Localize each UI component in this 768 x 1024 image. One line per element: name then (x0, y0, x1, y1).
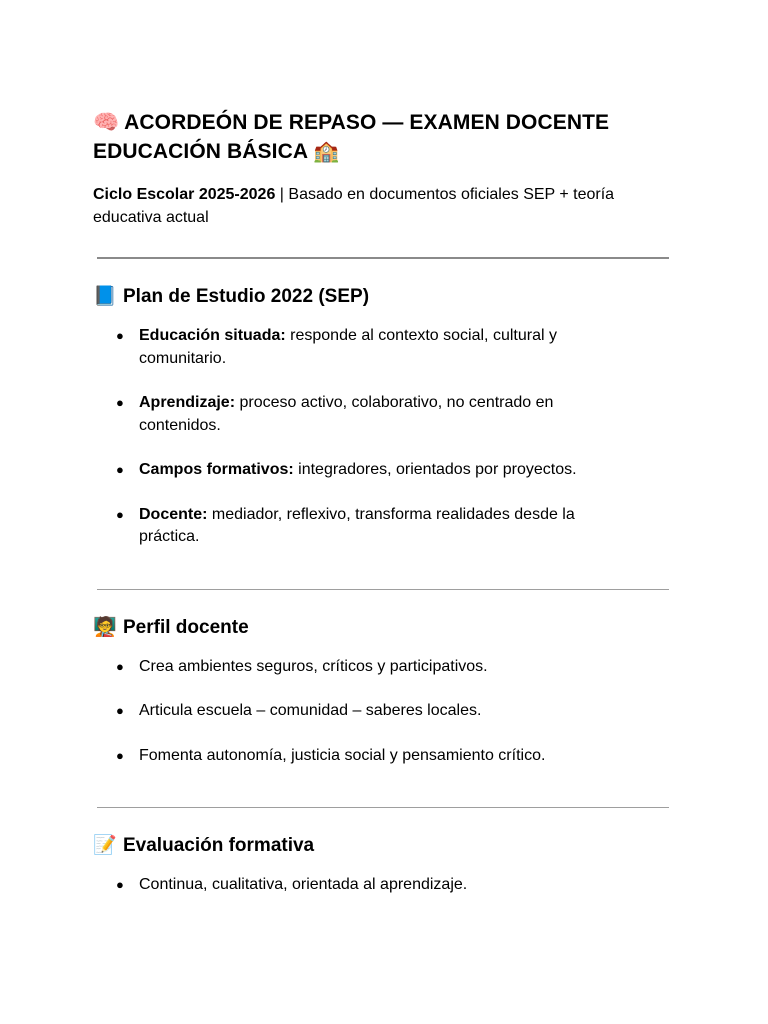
bullet-icon: ● (116, 462, 124, 477)
list-item (93, 325, 639, 370)
bullet-icon: ● (116, 747, 124, 763)
blue-book-icon: 📘 (93, 285, 117, 307)
section-list-perfil-docente (93, 656, 672, 768)
document-title (93, 108, 672, 166)
list-item-text: Articula escuela – comunidad – saberes locales. (139, 702, 482, 719)
brain-icon: 🧠 (93, 110, 120, 134)
section-list-evaluacion-formativa (93, 874, 672, 897)
bullet-icon: ● (116, 395, 124, 410)
bullet-icon: ● (116, 658, 124, 674)
bullet-icon: ● (116, 703, 124, 718)
school-cycle: Ciclo Escolar 2025-2026 (93, 186, 276, 203)
memo-icon: 📝 (93, 834, 117, 856)
list-item-text: responde al contexto social, cultural y comunitario. (139, 327, 557, 367)
bullet-icon: ● (116, 506, 124, 522)
list-item-text: mediador, reflexivo, transforma realidades desde la práctica. (139, 505, 575, 545)
list-item-text: proceso activo, colaborativo, no centrado en contenidos. (139, 394, 554, 434)
section-title-text: Evaluación formativa (123, 835, 315, 856)
school-icon: 🏫 (313, 139, 340, 163)
list-item-text: Crea ambientes seguros, críticos y participativos. (139, 657, 488, 675)
section-title-perfil-docente (93, 614, 672, 641)
section-title-text: Perfil docente (123, 616, 249, 638)
list-item (93, 656, 639, 679)
list-item (93, 700, 639, 723)
list-item-term: Aprendizaje: (139, 394, 236, 411)
divider (97, 589, 669, 590)
list-item-term: Educación situada: (139, 327, 286, 344)
document-title-text: ACORDEÓN DE REPASO — EXAMEN DOCENTE EDUCACIÓN BÁSICA (93, 111, 610, 163)
divider (97, 257, 669, 259)
section-title-text: Plan de Estudio 2022 (SEP) (123, 286, 370, 307)
list-item-term: Docente: (139, 505, 208, 523)
list-item-text: Fomenta autonomía, justicia social y pensamiento crítico. (139, 746, 546, 764)
bullet-icon: ● (116, 877, 124, 892)
section-title-evaluacion-formativa (93, 832, 672, 859)
list-item (93, 504, 639, 549)
divider (97, 807, 669, 808)
list-item (93, 392, 639, 437)
list-item (93, 745, 639, 768)
list-item-text: integradores, orientados por proyectos. (293, 461, 577, 478)
teacher-icon: 🧑‍🏫 (93, 615, 117, 638)
list-item (93, 874, 639, 897)
section-list-plan-de-estudio (93, 325, 672, 549)
list-item-term: Campos formativos: (139, 461, 294, 478)
section-title-plan-de-estudio (93, 283, 672, 310)
document-subtitle (93, 183, 672, 229)
list-item (93, 459, 639, 482)
subtitle-description: | Basado en documentos oficiales SEP + teoría educativa actual (93, 186, 615, 226)
bullet-icon: ● (116, 328, 124, 343)
list-item-text: Continua, cualitativa, orientada al aprendizaje. (139, 876, 468, 893)
